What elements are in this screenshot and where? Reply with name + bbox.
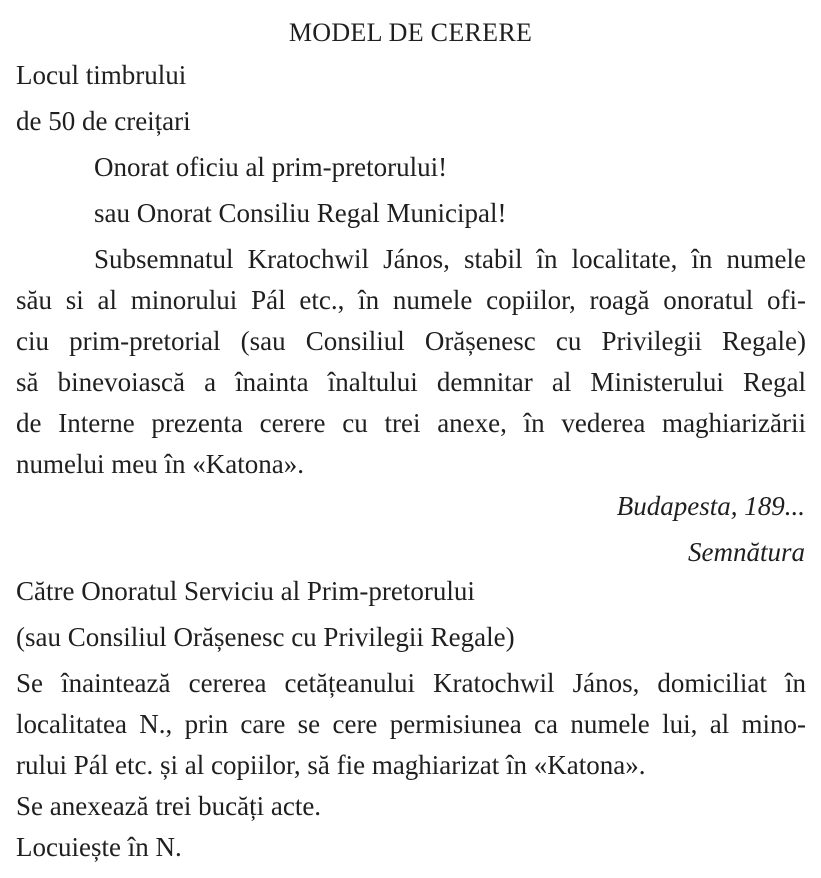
forwarding-line-4: localitatea N., prin care se cere permisiunea ca numele lui, al mino- [16,709,806,739]
petition-line-1: Subsemnatul Kratochwil János, stabil în localitate, în numele [94,244,806,274]
forwarding-line-3: Se înaintează cererea cetățeanului Kratochwil János, domiciliat în [16,668,806,698]
salutation-line-1: Onorat oficiu al prim-pretorului! [94,152,448,182]
stamp-line-2: de 50 de creițari [16,106,191,136]
petition-line-2: său si al minorului Pál etc., în numele copiilor, roagă onoratul ofi- [16,285,806,315]
petition-line-5: de Interne prezenta cerere cu trei anexe, în vederea maghiarizării [16,408,806,438]
stamp-line-1: Locul timbrului [16,60,187,90]
forwarding-line-6: Se anexează trei bucăți acte. [16,791,322,821]
petition-line-3: ciu prim-pretorial (sau Consiliul Orășenesc cu Privilegii Regale) [16,326,806,356]
petition-line-4: să binevoiască a înainta înaltului demnitar al Ministerului Regal [16,367,806,397]
place-date: Budapesta, 189... [616,491,805,521]
forwarding-line-1: Către Onoratul Serviciu al Prim-pretorului [16,576,475,606]
forwarding-line-5: rului Pál etc. și al copiilor, să fie maghiarizat în «Katona». [16,750,646,780]
forwarding-line-2: (sau Consiliul Orășenesc cu Privilegii Regale) [16,622,515,652]
forwarding-line-7: Locuiește în N. [16,832,182,862]
petition-line-6: numelui meu în «Katona». [16,449,304,479]
salutation-line-2: sau Onorat Consiliu Regal Municipal! [94,198,507,228]
signature: Semnătura [688,537,805,567]
document-title: MODEL DE CERERE [288,18,533,47]
